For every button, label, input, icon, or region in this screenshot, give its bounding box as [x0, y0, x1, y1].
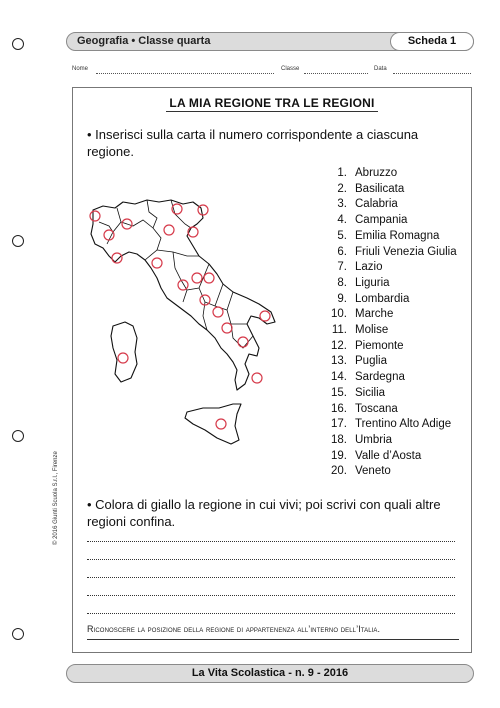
instruction-2: • Colora di giallo la regione in cui vivi; poi scrivi con quali altre regioni confina.	[87, 497, 441, 529]
binder-hole	[12, 235, 24, 247]
region-number: 9.	[337, 292, 347, 305]
binder-hole	[12, 38, 24, 50]
region-list-item	[321, 449, 457, 465]
region-name: Trentino Alto Adige	[355, 418, 452, 431]
region-list-item	[321, 260, 457, 276]
region-list-item	[321, 402, 457, 418]
region-list-item	[321, 245, 457, 261]
region-marker	[252, 373, 262, 383]
region-list-item	[321, 292, 457, 308]
region-name: Umbria	[355, 433, 393, 446]
region-number: 13.	[331, 355, 347, 368]
region-number: 4.	[337, 214, 347, 227]
sheet-number: Scheda 1	[390, 32, 474, 51]
footer-bar: La Vita Scolastica - n. 9 - 2016	[66, 664, 474, 683]
region-number: 20.	[331, 465, 347, 478]
region-number: 14.	[331, 371, 347, 384]
region-number: 12.	[331, 339, 347, 352]
region-name: Lombardia	[355, 292, 410, 305]
region-list-item	[321, 464, 457, 480]
answer-line[interactable]	[87, 559, 455, 560]
region-name: Calabria	[355, 198, 398, 211]
region-number: 5.	[337, 229, 347, 242]
region-list-item	[321, 276, 457, 292]
worksheet-frame	[72, 87, 472, 653]
region-number: 7.	[337, 261, 347, 274]
answer-line[interactable]	[87, 541, 455, 542]
region-list-item	[321, 433, 457, 449]
copyright-notice: © 2016 Giunti Scuola S.r.l., Firenze	[53, 451, 59, 545]
italy-map	[87, 198, 277, 463]
region-name: Piemonte	[355, 339, 404, 352]
header-bar	[66, 32, 474, 51]
region-name: Emilia Romagna	[355, 229, 440, 242]
region-number: 16.	[331, 402, 347, 415]
sicily-outline	[185, 404, 241, 444]
region-name: Sardegna	[355, 371, 405, 384]
instruction-1: • Inserisci sulla carta il numero corrispondente a ciascuna regione.	[87, 127, 419, 159]
region-name: Campania	[355, 214, 408, 227]
region-list-item	[321, 166, 457, 182]
region-name: Toscana	[355, 402, 398, 415]
region-name: Sicilia	[355, 386, 386, 399]
region-number: 18.	[331, 433, 347, 446]
region-number: 1.	[337, 167, 347, 179]
sardinia-outline	[111, 322, 137, 382]
student-info-line	[72, 66, 472, 78]
region-number: 3.	[337, 198, 347, 211]
region-name: Marche	[355, 308, 394, 321]
region-name: Liguria	[355, 276, 390, 289]
title-underline	[166, 111, 378, 112]
region-list-item	[321, 213, 457, 229]
region-number: 6.	[337, 245, 347, 258]
name-label: Nome	[72, 66, 89, 72]
region-number: 19.	[331, 449, 347, 462]
region-list-item	[321, 354, 457, 370]
region-number: 8.	[337, 276, 347, 289]
binder-hole	[12, 628, 24, 640]
subject-title: Geografia • Classe quarta	[77, 35, 211, 47]
region-number: 2.	[337, 182, 347, 195]
region-list	[321, 166, 457, 480]
region-list-item	[321, 417, 457, 433]
region-list-item	[321, 323, 457, 339]
region-name: Abruzzo	[355, 167, 398, 179]
answer-line[interactable]	[87, 595, 455, 596]
region-list-item	[321, 197, 457, 213]
region-list-item	[321, 182, 457, 198]
region-list-item	[321, 229, 457, 245]
region-number: 17.	[331, 418, 347, 431]
learning-objective: Riconoscere la posizione della regione di appartenenza all’interno dell’Italia.	[87, 624, 381, 634]
region-number: 15.	[331, 386, 347, 399]
region-list-item	[321, 307, 457, 323]
worksheet-title: LA MIA REGIONE TRA LE REGIONI	[169, 96, 375, 110]
region-name: Lazio	[355, 261, 383, 274]
region-name: Molise	[355, 324, 389, 337]
date-field[interactable]	[393, 73, 471, 74]
region-number: 11.	[331, 324, 347, 337]
region-name: Basilicata	[355, 182, 405, 195]
answer-line[interactable]	[87, 613, 455, 614]
name-field[interactable]	[96, 73, 274, 74]
class-field[interactable]	[304, 73, 368, 74]
region-list-item	[321, 386, 457, 402]
region-name: Veneto	[355, 465, 391, 478]
region-number: 10.	[331, 308, 347, 321]
date-label: Data	[374, 66, 387, 72]
objective-rule	[87, 639, 459, 640]
region-list-item	[321, 370, 457, 386]
class-label: Classe	[281, 66, 300, 72]
region-name: Friuli Venezia Giulia	[355, 245, 457, 258]
region-name: Valle d’Aosta	[355, 449, 422, 462]
binder-hole	[12, 430, 24, 442]
answer-line[interactable]	[87, 577, 455, 578]
region-name: Puglia	[355, 355, 387, 368]
region-list-item	[321, 339, 457, 355]
